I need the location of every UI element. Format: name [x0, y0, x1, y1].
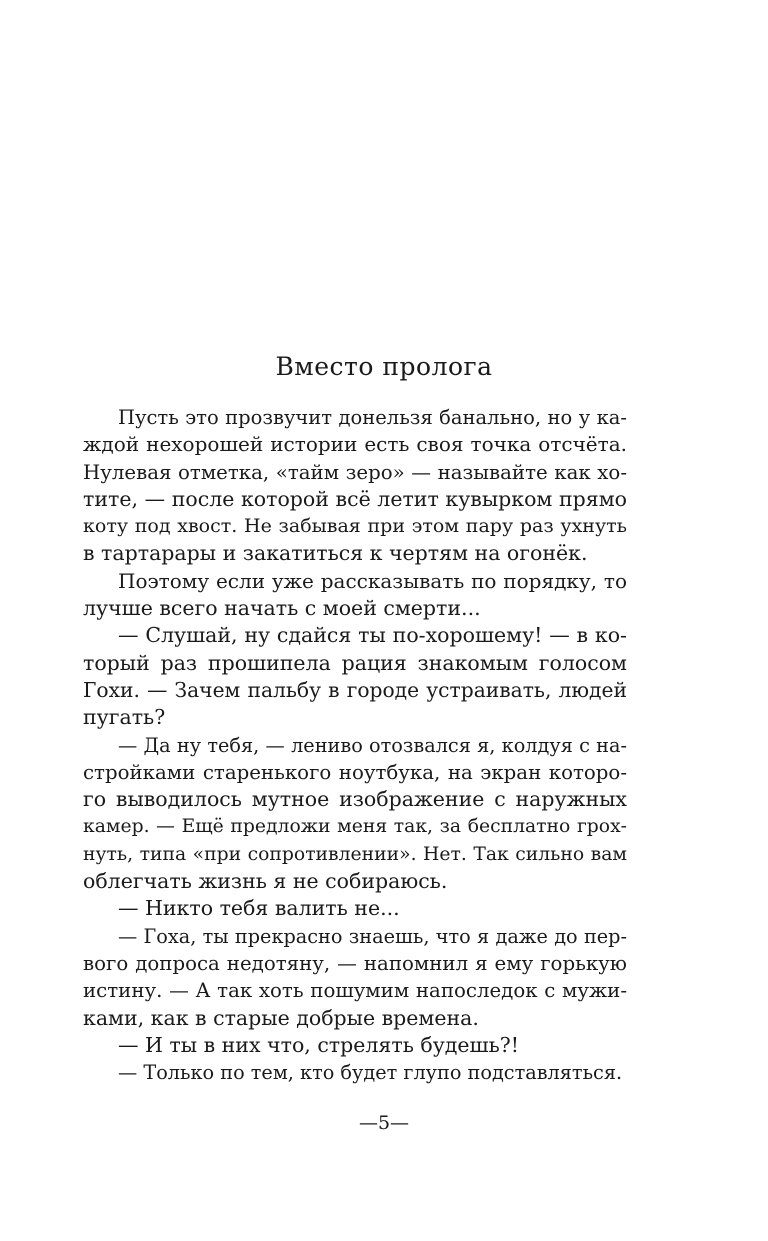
text-line: Поэтому если уже рассказывать по порядку, то — [118, 568, 627, 593]
text-line: коту под хвост. Не забывая при этом пару раз ухнуть — [83, 515, 627, 538]
text-line: истину. — А так хоть пошумим напоследок с мужи- — [83, 979, 627, 1003]
text-line: — Только по тем, кто будет глупо подставляться. — [118, 1061, 623, 1085]
text-line: — Никто тебя валить не... — [118, 896, 400, 921]
text-line: ками, как в старые добрые времена. — [83, 1005, 479, 1030]
text-line: облегчать жизнь я не собираюсь. — [83, 869, 448, 894]
text-line: стройками старенького ноутбука, на экран которо- — [83, 760, 627, 784]
text-line: — Слушай, ну сдайся ты по-хорошему! — в ко- — [118, 623, 627, 648]
text-line: — Да ну тебя, — лениво отозвался я, колдуя с на- — [118, 733, 627, 757]
text-line: Пусть это прозвучит донельзя банально, но у ка- — [118, 406, 627, 429]
body-text — [83, 404, 627, 1086]
text-line: Гохи. — Зачем пальбу в городе устраивать, людей — [83, 677, 627, 702]
text-line: ждой нехорошей истории есть своя точка отсчёта. — [83, 432, 627, 457]
text-line: Нулевая отметка, «тайм зеро» — называйте как хо- — [83, 460, 627, 484]
text-line: го выводилось мутное изображение с наружных — [83, 787, 627, 812]
chapter-title: Вместо пролога — [275, 352, 493, 381]
text-line: нуть, типа «при сопротивлении». Нет. Так сильно вам — [83, 843, 627, 865]
text-line: тите, — после которой всё летит кувырком прямо — [83, 486, 627, 511]
text-line: в тартарары и закатиться к чертям на огонёк. — [83, 541, 588, 566]
text-line: — Гоха, ты прекрасно знаешь, что я даже до пер- — [118, 924, 627, 948]
text-line: торый раз прошипела рация знакомым голосом — [83, 650, 627, 675]
text-line: пугать? — [83, 705, 166, 730]
text-line: вого допроса недотяну, — напомнил я ему горькую — [83, 951, 627, 975]
text-line: лучше всего начать с моей смерти... — [83, 596, 481, 621]
page-number: —5— — [358, 1112, 410, 1134]
text-line: камер. — Ещё предложи меня так, за бесплатно грох- — [83, 816, 627, 838]
text-line: — И ты в них что, стрелять будешь?! — [118, 1032, 519, 1057]
